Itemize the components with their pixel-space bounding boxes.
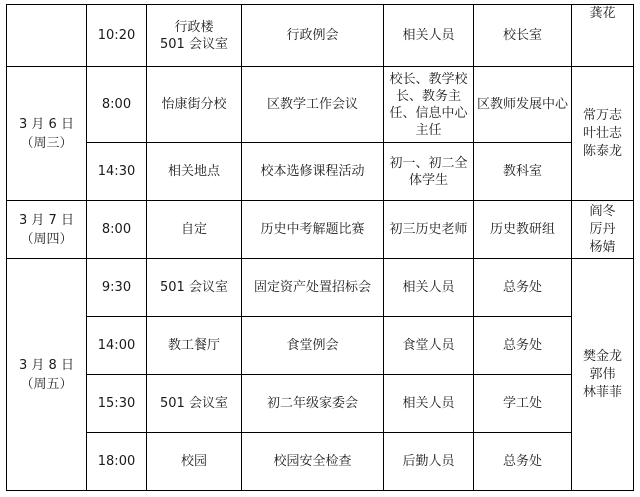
content-cell: 行政例会 — [242, 5, 384, 67]
attendees-cell: 相关人员 — [384, 375, 474, 433]
attendees-cell: 后勤人员 — [384, 433, 474, 491]
organizer-cell: 历史教研组 — [474, 201, 572, 259]
time-cell: 10:20 — [87, 5, 147, 67]
date-cell — [7, 201, 87, 259]
time-cell: 14:30 — [87, 143, 147, 201]
duty-cell — [572, 5, 634, 67]
date-cell — [7, 259, 87, 491]
duty-cell — [572, 259, 634, 491]
time-cell: 8:00 — [87, 201, 147, 259]
attendees-cell: 食堂人员 — [384, 317, 474, 375]
table-row — [7, 317, 634, 375]
weekday-text: （周三） — [20, 135, 73, 151]
date-cell-empty — [7, 5, 87, 67]
date-text: 3 月 7 日 — [19, 212, 74, 228]
place-cell: 自定 — [147, 201, 242, 259]
time-cell: 14:00 — [87, 317, 147, 375]
time-cell: 9:30 — [87, 259, 147, 317]
attendees-cell: 相关人员 — [384, 259, 474, 317]
content-cell: 食堂例会 — [242, 317, 384, 375]
content-cell: 校本选修课程活动 — [242, 143, 384, 201]
content-cell: 固定资产处置招标会 — [242, 259, 384, 317]
date-cell — [7, 67, 87, 201]
attendees-cell: 校长、教学校长、教务主任、信息中心主任 — [384, 67, 474, 143]
organizer-cell: 总务处 — [474, 317, 572, 375]
table-row — [7, 259, 634, 317]
weekday-text: （周四） — [20, 231, 73, 247]
date-text: 3 月 8 日 — [19, 357, 74, 373]
place-cell: 501 会议室 — [147, 375, 242, 433]
organizer-cell: 教科室 — [474, 143, 572, 201]
table-row — [7, 375, 634, 433]
place-cell: 相关地点 — [147, 143, 242, 201]
schedule-table — [6, 4, 634, 491]
table-row — [7, 433, 634, 491]
content-cell: 初二年级家委会 — [242, 375, 384, 433]
place-text: 行政楼 501 会议室 — [160, 19, 228, 52]
place-cell: 501 会议室 — [147, 259, 242, 317]
table-row — [7, 201, 634, 259]
place-cell: 校园 — [147, 433, 242, 491]
attendees-cell: 初三历史老师 — [384, 201, 474, 259]
table-row — [7, 5, 634, 67]
organizer-cell: 总务处 — [474, 433, 572, 491]
organizer-cell: 区教师发展中心 — [474, 67, 572, 143]
duty-names: 阎冬 厉丹 杨婧 — [589, 203, 616, 255]
duty-cell — [572, 67, 634, 201]
weekday-text: （周五） — [20, 376, 73, 392]
organizer-cell: 校长室 — [474, 5, 572, 67]
content-cell: 区教学工作会议 — [242, 67, 384, 143]
duty-cell — [572, 201, 634, 259]
time-cell: 8:00 — [87, 67, 147, 143]
duty-names: 常万志 叶壮志 陈泰龙 — [582, 107, 622, 159]
duty-names: 龚花 — [589, 6, 616, 21]
attendees-cell: 相关人员 — [384, 5, 474, 67]
place-cell — [147, 5, 242, 67]
time-cell: 15:30 — [87, 375, 147, 433]
content-cell: 历史中考解题比赛 — [242, 201, 384, 259]
organizer-cell: 总务处 — [474, 259, 572, 317]
attendees-cell: 初一、初二全体学生 — [384, 143, 474, 201]
date-text: 3 月 6 日 — [19, 116, 74, 132]
content-cell: 校园安全检查 — [242, 433, 384, 491]
place-cell: 教工餐厅 — [147, 317, 242, 375]
place-cell: 怡康街分校 — [147, 67, 242, 143]
organizer-cell: 学工处 — [474, 375, 572, 433]
table-row — [7, 67, 634, 143]
time-cell: 18:00 — [87, 433, 147, 491]
duty-names: 樊金龙 郭伟 林菲菲 — [582, 348, 622, 400]
table-row — [7, 143, 634, 201]
